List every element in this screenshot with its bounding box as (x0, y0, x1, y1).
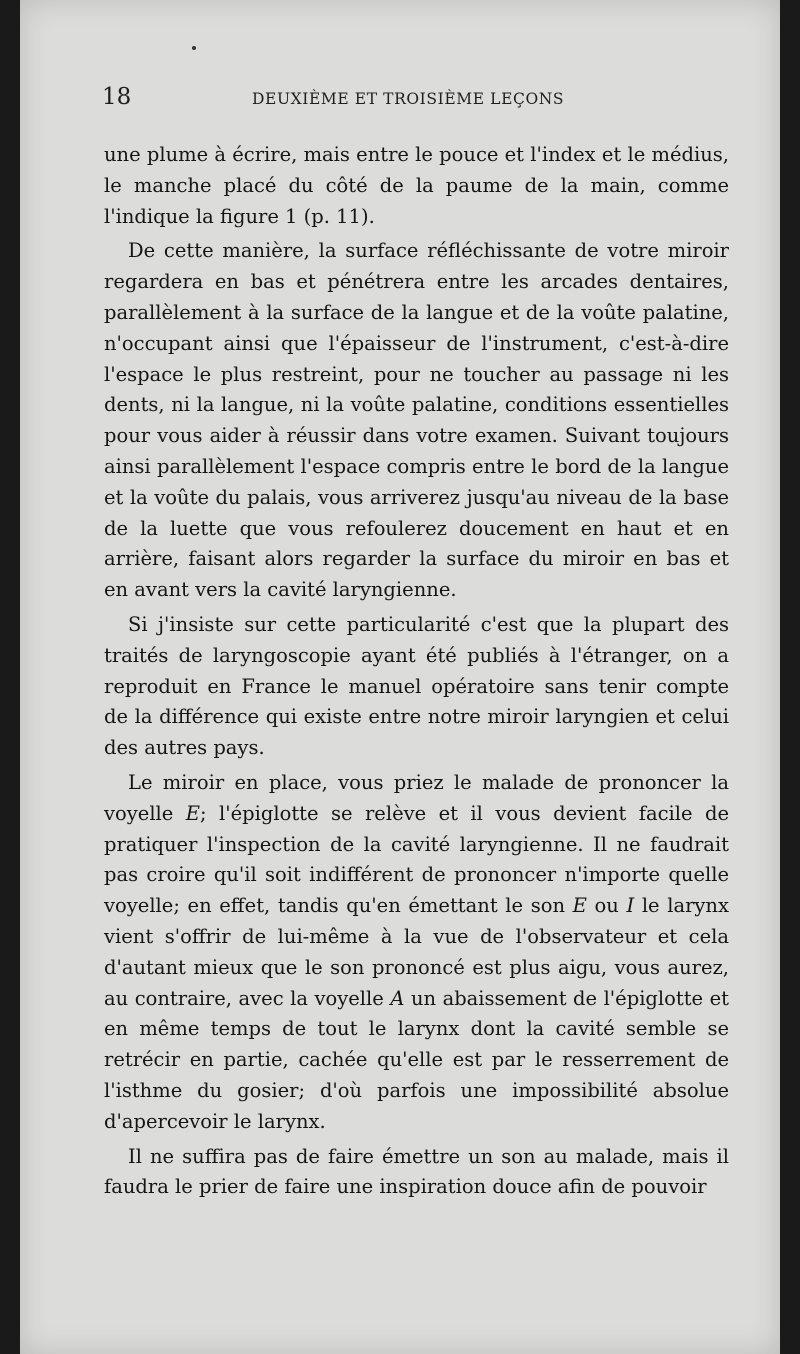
page-number: 18 (102, 84, 132, 110)
running-title: DEUXIÈME ET TROISIÈME LEÇONS (252, 90, 565, 108)
body-text (104, 140, 729, 1207)
book-page (20, 0, 780, 1354)
paragraph-4-part-5: un abaissement de l'épiglotte et en même temps de tout le larynx dont la cavité semble se retrécir en partie, cachée qu'elle est par le resserrement de l'isthme du gosier; d'où parfois une impossibilité absolue d'apercevoir le larynx. (104, 986, 729, 1133)
paragraph-3: Si j'insiste sur cette particularité c'est que la plupart des traités de laryngoscopie ayant été publiés à l'étranger, on a reproduit en France le manuel opératoire sans tenir compte de la différence qui existe entre notre miroir laryngien et celui des autres pays. (104, 612, 729, 760)
paragraph-2: De cette manière, la surface réfléchissante de votre miroir regardera en bas et pénétrera entre les arcades dentaires, parallèlement à la surface de la langue et de la voûte palatine, n'occupant ainsi que l'épaisseur de l'instrument, c'est-à-dire l'espace le plus restreint, pour ne toucher au passage ni les dents, ni la langue, ni la voûte palatine, conditions essentielles pour vous aider à réussir dans votre examen. Suivant toujours ainsi parallèlement l'espace compris entre le bord de la langue et la voûte du palais, vous arriverez jusqu'au niveau de la base de la luette que vous refoulerez doucement en haut et en arrière, faisant alors regarder la surface du miroir en bas et en avant vers la cavité laryngienne. (104, 239, 729, 602)
vowel-e-2: E (572, 894, 587, 918)
page-header (102, 84, 684, 116)
paragraph-4-part-3: ou (586, 894, 627, 918)
vowel-a: A (390, 986, 405, 1010)
paragraph-4-part-2: ; l'épiglotte se relève et il vous devient facile de pratiquer l'inspection de la cavité laryngienne. Il ne faudrait pas croire qu'il soit indifférent de prononcer n'importe quelle voyelle; en effet, tandis qu'en émettant le son (104, 801, 729, 918)
paragraph-4-part-4: le larynx vient s'offrir de lui-même à la vue de l'observateur et cela d'autant mieux que le son prononcé est plus aigu, vous aurez, au contraire, avec la voyelle (104, 894, 729, 1010)
vowel-e: E (185, 801, 201, 825)
paragraph-4 (104, 768, 729, 1138)
paragraph-4-part-1: Le miroir en place, vous priez le malade de prononcer la voyelle (104, 770, 729, 825)
paragraph-1: une plume à écrire, mais entre le pouce et l'index et le médius, le manche placé du côté de la paume de la main, comme l'indique la figure 1 (p. 11). (104, 143, 729, 228)
paragraph-5: Il ne suffira pas de faire émettre un son au malade, mais il faudra le prier de faire une inspiration douce afin de pouvoir (104, 1144, 729, 1199)
ink-speck (192, 46, 196, 50)
vowel-i: I (626, 894, 635, 918)
